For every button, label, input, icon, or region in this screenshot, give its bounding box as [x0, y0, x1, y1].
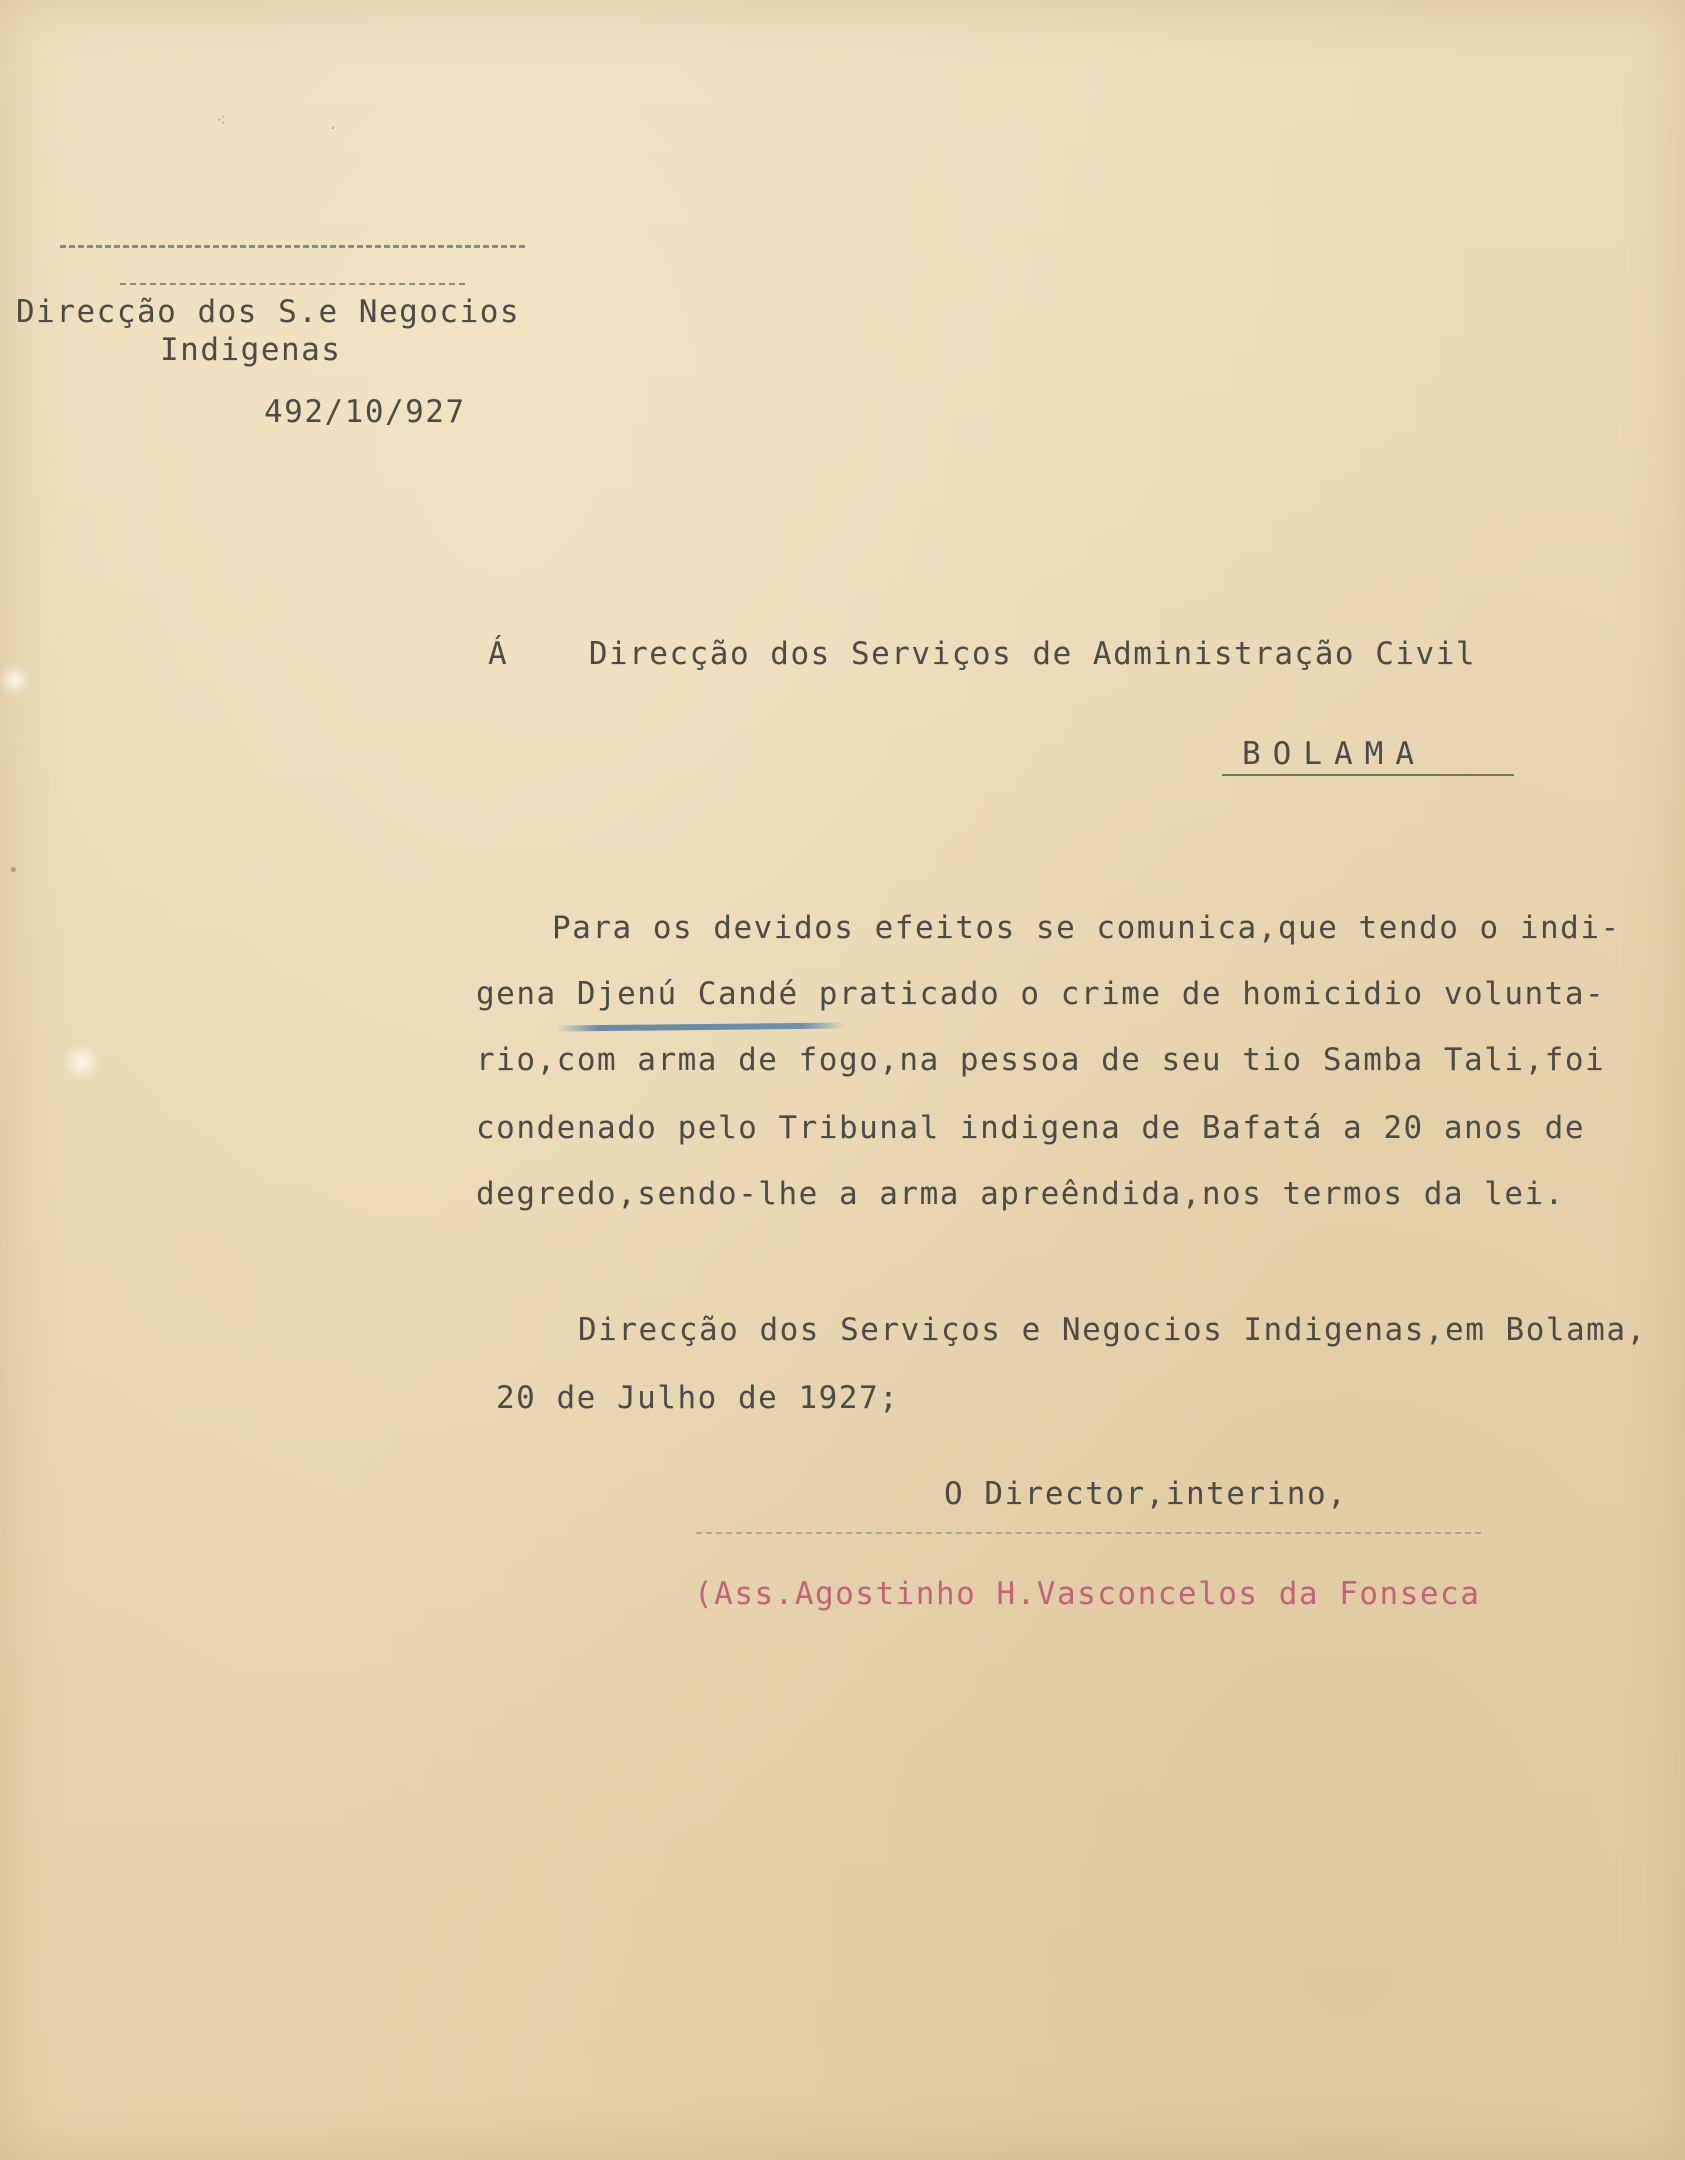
- signoff-title: O Director,interino,: [944, 1476, 1348, 1512]
- paper-hole-mark: [60, 1040, 104, 1084]
- body-line-2: gena Djenú Candé praticado o crime de homicidio volunta-: [476, 976, 1606, 1012]
- signature-dashed-line: [696, 1532, 1481, 1534]
- corner-speck-mark-2: ·: [330, 118, 336, 139]
- body-line-5: degredo,sendo-lhe a arma apreêndida,nos termos da lei.: [476, 1176, 1565, 1212]
- name-underline-mark: [556, 1022, 846, 1031]
- recipient-city: BOLAMA: [1242, 736, 1426, 772]
- closing-date-line: 20 de Julho de 1927;: [496, 1380, 900, 1416]
- body-line-3: rio,com arma de fogo,na pessoa de seu tio Samba Tali,foi: [476, 1042, 1606, 1078]
- paper-torn-mark: [0, 660, 30, 700]
- header-dashed-rule-top: [60, 245, 525, 248]
- closing-place-line: Direcção dos Serviços e Negocios Indigenas,em Bolama,: [578, 1312, 1647, 1348]
- corner-speck-mark: ⁖: [216, 110, 227, 131]
- header-dashed-rule-bottom: [120, 283, 465, 285]
- city-underline: [1222, 774, 1514, 776]
- signature-line: (Ass.Agostinho H.Vasconcelos da Fonseca: [694, 1576, 1481, 1612]
- office-name-line-1: Direcção dos S.e Negocios: [16, 294, 521, 330]
- recipient-line: Á Direcção dos Serviços de Administração Civil: [488, 636, 1477, 672]
- office-name-line-2: Indigenas: [160, 332, 342, 368]
- reference-number: 492/10/927: [264, 394, 466, 430]
- body-line-4: condenado pelo Tribunal indigena de Bafatá a 20 anos de: [476, 1110, 1585, 1146]
- body-line-1: Para os devidos efeitos se comunica,que tendo o indi-: [552, 910, 1621, 946]
- margin-dot-mark: •: [8, 860, 19, 881]
